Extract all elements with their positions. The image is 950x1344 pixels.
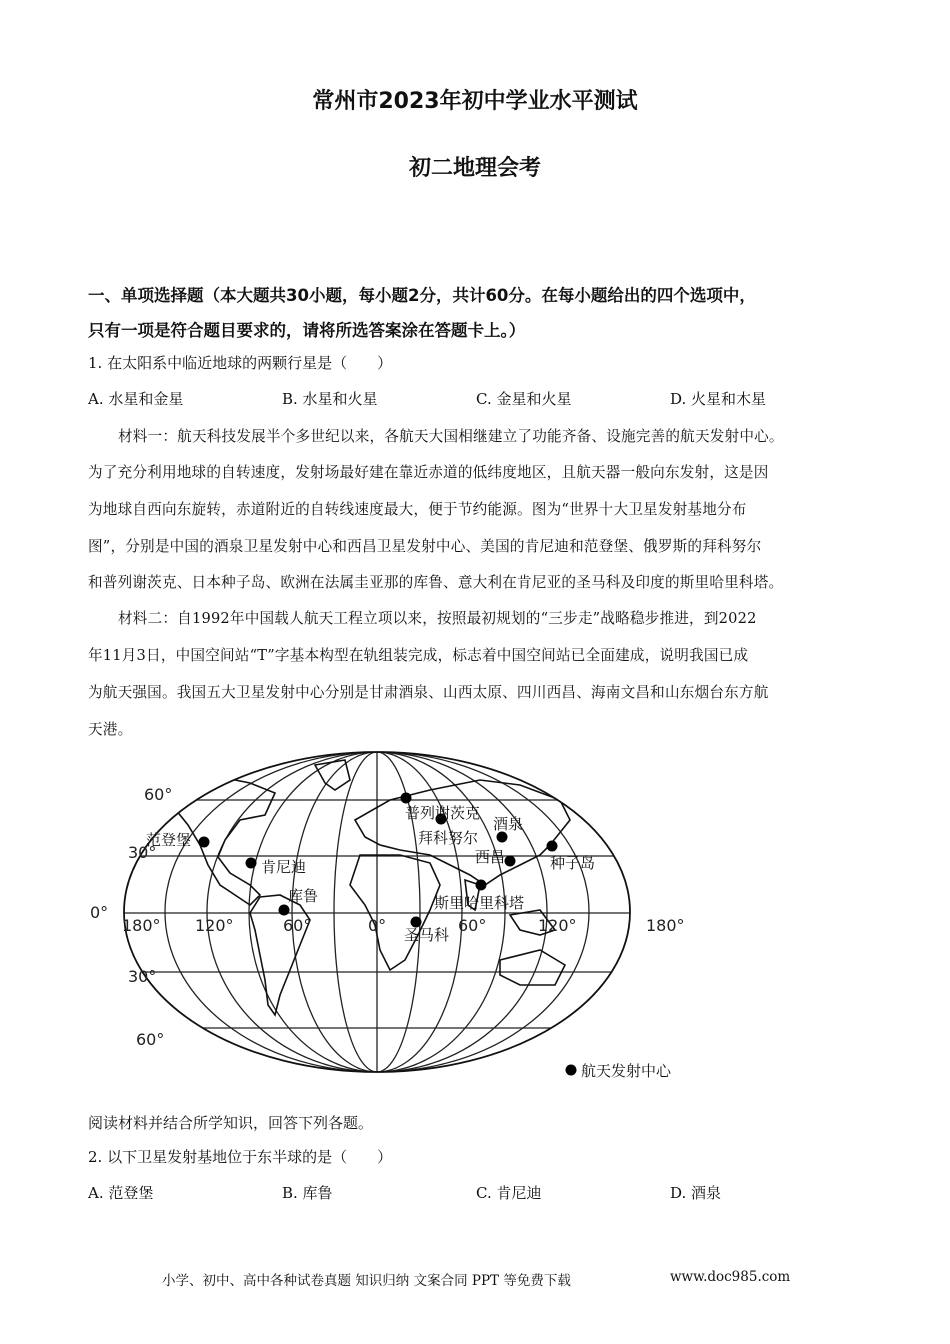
instruction-text: 阅读材料并结合所学知识，回答下列各题。 (88, 1114, 374, 1132)
q1-option-a[interactable]: A. 水星和金星 (88, 390, 184, 408)
material2-line: 天港。 (88, 721, 133, 738)
lat-label: 0° (90, 903, 109, 922)
site-marker-kourou (279, 905, 290, 916)
footer-site-link[interactable]: www.doc985.com (670, 1269, 791, 1285)
q2-option-c[interactable]: C. 肯尼迪 (476, 1184, 542, 1202)
q1-option-b[interactable]: B. 水星和火星 (282, 390, 378, 408)
site-label-jiuquan: 酒泉 (493, 815, 524, 833)
lat-label: 30° (128, 843, 157, 862)
lon-label: 120° (195, 916, 234, 935)
lat-label: 30° (128, 967, 157, 986)
q2-option-d[interactable]: D. 酒泉 (670, 1184, 722, 1202)
site-label-kourou: 库鲁 (288, 887, 319, 905)
material1-line: 材料一：航天科技发展半个多世纪以来，各航天大国相继建立了功能齐备、设施完善的航天发射中心。 (118, 428, 784, 445)
material2-line: 材料二：自1992年中国载人航天工程立项以来，按照最初规划的“三步走”战略稳步推进，到2022 (118, 610, 757, 627)
footer-ad-text: 小学、初中、高中各种试卷真题 知识归纳 文案合同 PPT 等免费下载 (162, 1273, 571, 1289)
site-label-baikonur: 拜科努尔 (418, 829, 479, 847)
legend-marker-icon (566, 1065, 577, 1076)
material1-line: 和普列谢茨克、日本种子岛、欧洲在法属圭亚那的库鲁、意大利在肯尼亚的圣马科及印度的斯里哈里科塔。 (88, 574, 784, 591)
question-1-stem: 1. 在太阳系中临近地球的两颗行星是（ ） (88, 354, 393, 372)
material1-line: 图”，分别是中国的酒泉卫星发射中心和西昌卫星发射中心、美国的肯尼迪和范登堡、俄罗斯的拜科努尔 (88, 538, 762, 555)
lat-label: 60° (144, 785, 173, 804)
site-label-plesetsk: 普列谢茨克 (405, 804, 481, 822)
site-marker-plesetsk (401, 793, 412, 804)
q1-option-c[interactable]: C. 金星和火星 (476, 390, 572, 408)
site-label-vandenberg: 范登堡 (146, 831, 192, 849)
lon-label: 60° (458, 916, 487, 935)
material2-line: 年11月3日，中国空间站“T”字基本构型在轨组装完成，标志着中国空间站已全面建成，说明我国已成 (88, 647, 749, 664)
lon-label: 0° (368, 916, 387, 935)
lon-label: 60° (283, 916, 312, 935)
legend-label: 航天发射中心 (581, 1062, 672, 1080)
site-label-tanegashima: 种子岛 (550, 854, 596, 872)
site-marker-xichang (505, 856, 516, 867)
lat-label: 60° (136, 1030, 165, 1049)
world-launch-site-map (90, 745, 720, 1095)
site-label-san-marco: 圣马科 (404, 926, 450, 944)
continent-outlines (170, 760, 570, 1015)
material1-line: 为地球自西向东旋转，赤道附近的自转线速度最大，便于节约能源。图为“世界十大卫星发射基地分布 (88, 501, 747, 518)
site-label-xichang: 西昌 (475, 848, 506, 866)
site-marker-kennedy (246, 858, 257, 869)
site-marker-vandenberg (199, 837, 210, 848)
map-legend (566, 1062, 673, 1080)
lon-label: 120° (538, 916, 577, 935)
site-label-kennedy: 肯尼迪 (261, 858, 307, 876)
site-label-sriharikota: 斯里哈里科塔 (434, 894, 525, 912)
material2-line: 为航天强国。我国五大卫星发射中心分别是甘肃酒泉、山西太原、四川西昌、海南文昌和山东烟台东方航 (88, 684, 769, 701)
section-heading-line1: 一、单项选择题（本大题共30小题，每小题2分，共计60分。在每小题给出的四个选项中， (88, 286, 756, 305)
question-2-stem: 2. 以下卫星发射基地位于东半球的是（ ） (88, 1148, 393, 1166)
site-marker-jiuquan (497, 832, 508, 843)
section-heading-line2: 只有一项是符合题目要求的，请将所选答案涂在答题卡上。） (88, 321, 526, 340)
q2-option-a[interactable]: A. 范登堡 (88, 1184, 154, 1202)
q1-option-d[interactable]: D. 火星和木星 (670, 390, 767, 408)
lon-label: 180° (122, 916, 161, 935)
q2-option-b[interactable]: B. 库鲁 (282, 1184, 333, 1202)
site-marker-tanegashima (547, 841, 558, 852)
material1-line: 为了充分利用地球的自转速度，发射场最好建在靠近赤道的低纬度地区，且航天器一般向东发射，这是因 (88, 464, 769, 481)
exam-subtitle: 初二地理会考 (408, 156, 541, 181)
exam-title: 常州市2023年初中学业水平测试 (312, 89, 638, 114)
map-graticule-labels (90, 785, 685, 1049)
lon-label: 180° (646, 916, 685, 935)
site-marker-sriharikota (476, 880, 487, 891)
